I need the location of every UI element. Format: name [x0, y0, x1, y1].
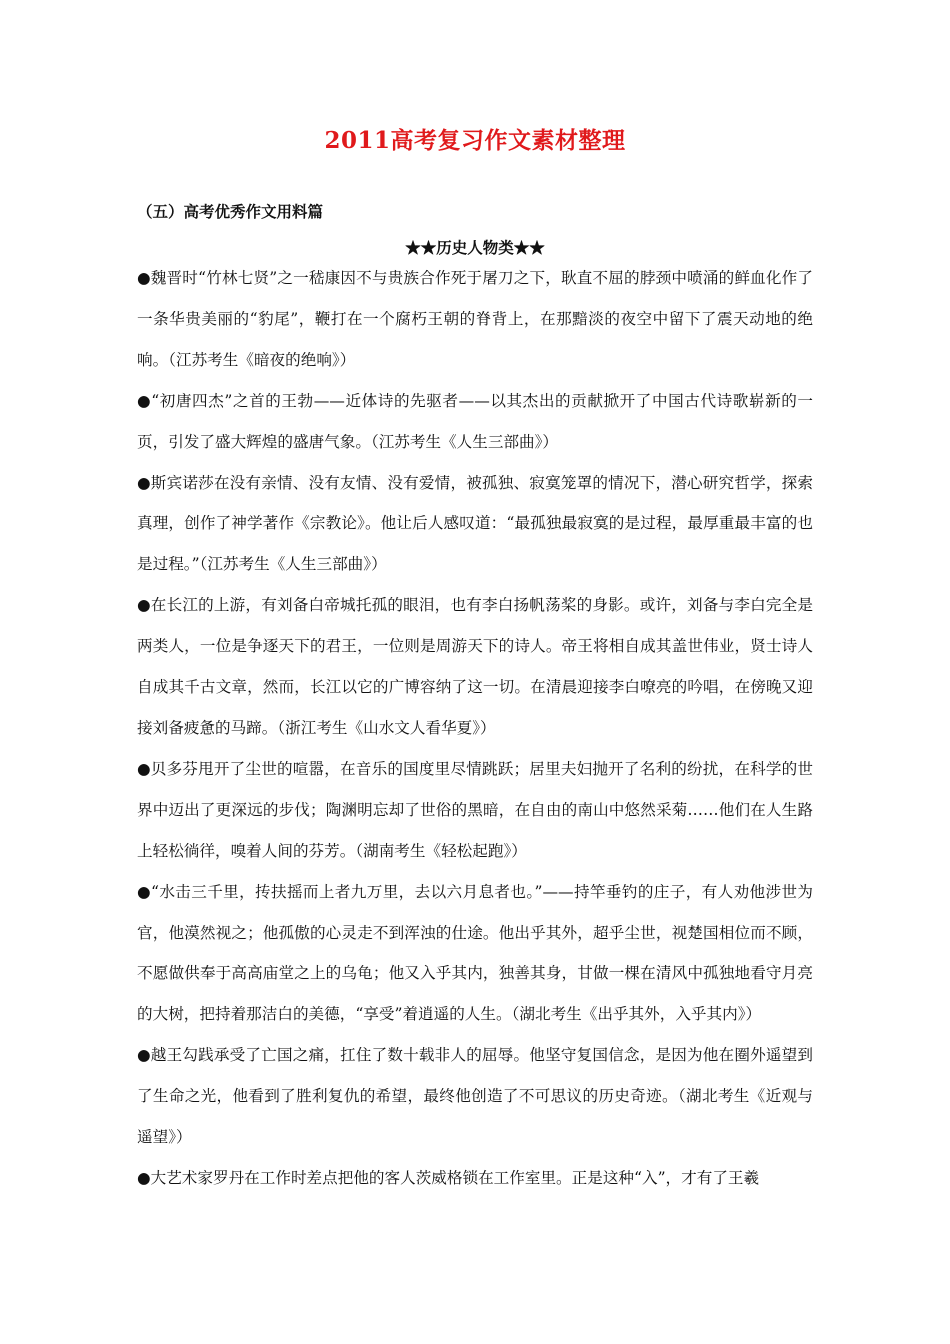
entry-text: 贝多芬甩开了尘世的喧嚣，在音乐的国度里尽情跳跃；居里夫妇抛开了名利的纷扰，在科学的世界中迈出了更深远的步伐；陶渊明忘却了世俗的黑暗，在自由的南山中悠然采菊……他们在人生路上轻松徜徉，嗅着人间的芬芳。（湖南考生《轻松起跑》）: [137, 759, 813, 860]
bullet-icon: ●: [137, 1168, 151, 1187]
entry-text: 在长江的上游，有刘备白帝城托孤的眼泪，也有李白扬帆荡桨的身影。或许，刘备与李白完全是两类人，一位是争逐天下的君王，一位则是周游天下的诗人。帝王将相自成其盖世伟业，贤士诗人自成其千古文章，然而，长江以它的广博容纳了这一切。在清晨迎接李白嘹亮的吟唱，在傍晚又迎接刘备疲惫的马蹄。（浙江考生《山水文人看华夏》）: [137, 596, 813, 737]
category-heading: ★★历史人物类★★: [405, 238, 545, 257]
bullet-icon: ●: [137, 1046, 151, 1065]
document-title: 2011高考复习作文素材整理: [324, 127, 626, 154]
bullet-icon: ●: [137, 391, 152, 410]
bullet-icon: ●: [137, 759, 151, 778]
entry-text: 大艺术家罗丹在工作时差点把他的客人茨威格锁在工作室里。正是这种“入”，才有了王羲: [150, 1168, 760, 1187]
entry-text: 斯宾诺莎在没有亲情、没有友情、没有爱情，被孤独、寂寞笼罩的情况下，潜心研究哲学，探索真理，创作了神学著作《宗教论》。他让后人感叹道：“最孤独最寂寞的是过程，最厚重最丰富的也是过程。”（江苏考生《人生三部曲》）: [137, 473, 813, 574]
list-item: [137, 258, 813, 381]
entry-text: “水击三千里，抟扶摇而上者九万里，去以六月息者也。”——持竿垂钓的庄子，有人劝他涉世为官，他漠然视之；他孤傲的心灵走不到浑浊的仕途。他出乎其外，超乎尘世，视楚国相位而不顾，不愿做供奉于高高庙堂之上的乌龟；他又入乎其内，独善其身，甘做一棵在清风中孤独地看守月亮的大树，把持着那洁白的美德，“享受”着逍遥的人生。（湖北考生《出乎其外，入乎其内》）: [137, 882, 814, 1024]
list-item: [137, 872, 813, 1036]
list-item: [137, 381, 813, 463]
list-item: [137, 749, 813, 872]
list-item: [137, 1158, 813, 1199]
section-heading: （五）高考优秀作文用料篇: [137, 202, 324, 221]
entry-list: [137, 258, 813, 1199]
list-item: [137, 585, 813, 749]
bullet-icon: ●: [137, 882, 151, 901]
list-item: [137, 463, 813, 586]
list-item: [137, 1035, 813, 1158]
entry-text: 魏晋时“竹林七贤”之一嵇康因不与贵族合作死于屠刀之下，耿直不屈的脖颈中喷涌的鲜血化作了一条华贵美丽的“豹尾”，鞭打在一个腐朽王朝的脊背上，在那黯淡的夜空中留下了震天动地的绝响。（江苏考生《暗夜的绝响》）: [137, 269, 813, 369]
bullet-icon: ●: [137, 269, 151, 287]
entry-text: 越王勾践承受了亡国之痛，扛住了数十载非人的屈辱。他坚守复国信念，是因为他在圈外遥望到了生命之光，他看到了胜利复仇的希望，最终他创造了不可思议的历史奇迹。（湖北考生《近观与遥望》）: [137, 1046, 813, 1147]
entry-text: “初唐四杰”之首的王勃——近体诗的先驱者——以其杰出的贡献掀开了中国古代诗歌崭新的一页，引发了盛大辉煌的盛唐气象。（江苏考生《人生三部曲》）: [137, 391, 814, 451]
bullet-icon: ●: [137, 473, 151, 492]
bullet-icon: ●: [137, 596, 151, 615]
